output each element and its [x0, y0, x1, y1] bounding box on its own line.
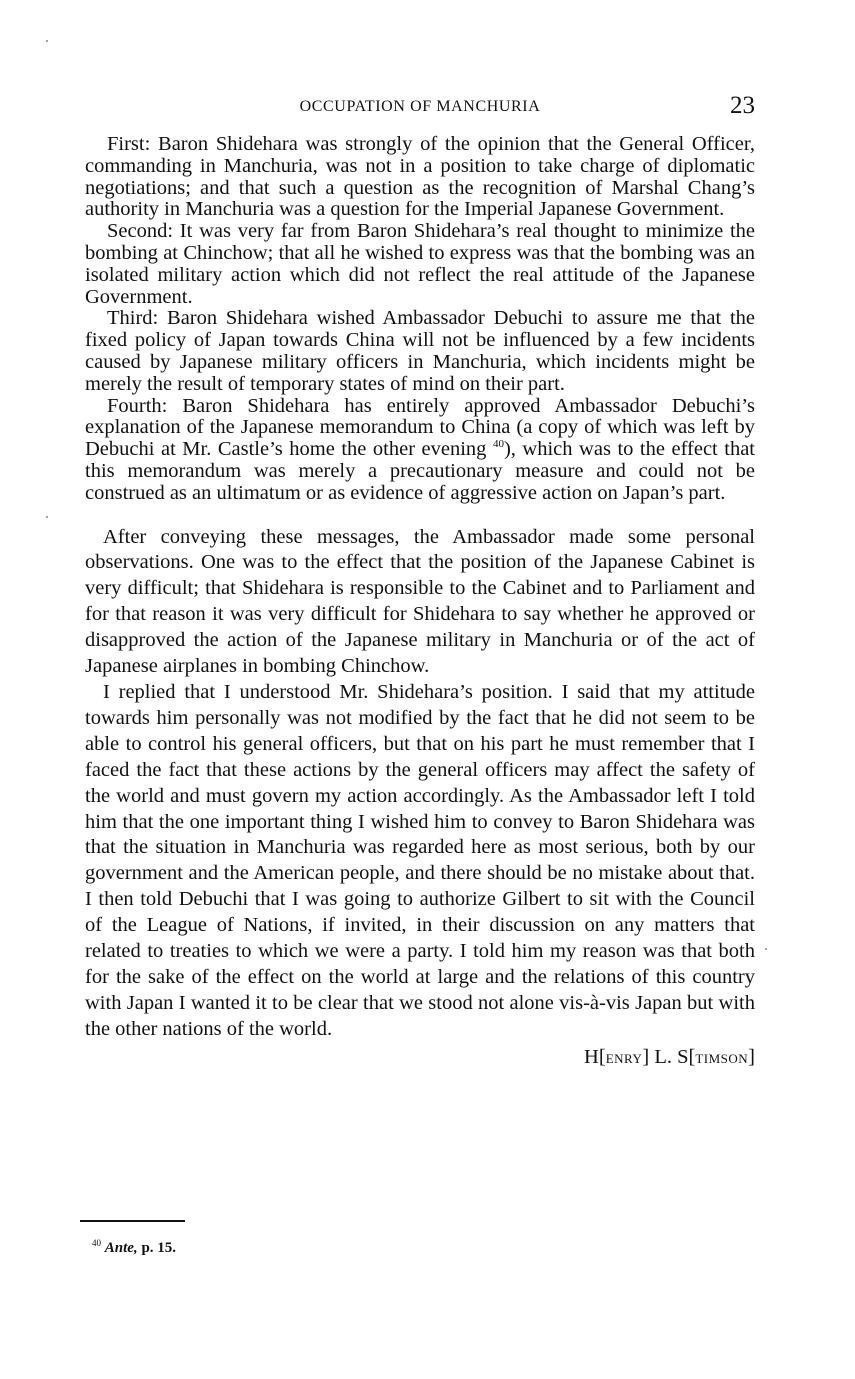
signature-first-name: ENRY [605, 1050, 643, 1066]
point-label: First: [107, 133, 151, 155]
point-first [85, 134, 755, 221]
scan-speck [46, 516, 48, 518]
signature: H[ENRY] L. S[TIMSON] [584, 1045, 755, 1068]
running-head-title: OCCUPATION OF MANCHURIA [299, 98, 541, 115]
paragraph-ambassador-observations: After conveying these messages, the Ambassador made some personal observations. One was to the effect that the position of the Japanese Cabinet is very difficult; that Shidehara is responsible to the Cabinet and to Parliament and for that reason it was very difficult for Shidehara to say whether he approved or disapproved the action of the Japanese military in Manchuria or of the act of Japanese airplanes in bombing Chinchow. [85, 525, 755, 678]
point-fourth [85, 396, 755, 505]
point-label: Second: [107, 220, 174, 243]
footnote-number: 40 [92, 1238, 101, 1248]
running-head [85, 92, 755, 124]
scan-speck [765, 948, 767, 950]
point-second [85, 221, 755, 308]
point-label: Fourth: [107, 394, 168, 417]
point-third [85, 308, 755, 395]
page-number: 23 [730, 92, 755, 119]
paragraph-reply: I replied that I understood Mr. Shidehara’s position. I said that my attitude towards him personally was not modified by the fact that he did not seem to be able to control his general officers, but that on his part he must remember that I faced the fact that these actions by the general officers may affect the safety of the world and must govern my action accordingly. As the Ambassador left I told him that the one important thing I wished him to convey to Baron Shidehara was that the situation in Manchuria was regarded here as most serious, both by our government and the American people, and there should be no mistake about that. I then told Debuchi that I was going to authorize Gilbert to sit with the Council of the League of Nations, if invited, in their discussion on any matters that related to treaties to which we were a party. I told him my reason was that both for the sake of the effect on the world at large and the relations of this country with Japan I wanted it to be clear that we stood not alone vis-à-vis Japan but with the other nations of the world. [85, 680, 755, 1040]
point-text: Baron Shidehara has entirely approved Ambassador Debuchi’s explanation of the Japanese memorandum to China (a copy of which was left by Debuchi at Mr. Castle’s home the other evening [85, 394, 755, 461]
point-text: Baron Shidehara wished Ambassador Debuchi to assure me that the fixed policy of Japan towards China will not be influenced by a few incidents caused by Japanese military officers in Manchuria, which incidents might be merely the result of temporary states of mind on their part. [85, 307, 755, 395]
footnote-ref-page: p. 15. [141, 1240, 177, 1256]
footnote-reference: 40 [492, 438, 504, 451]
document-page [85, 92, 755, 1072]
footnote [92, 1238, 176, 1257]
footnote-ref-italic: Ante, [104, 1240, 138, 1256]
body-text [85, 525, 755, 1043]
point-text: Baron Shidehara was strongly of the opinion that the General Officer, commanding in Manchuria, was not in a position to take charge of diplomatic negotiations; and that such a question as the recognition of Marshal Chang’s authority in Manchuria was a question for the Imperial Japanese Government. [85, 133, 755, 221]
point-text-continued: ), which was to the effect that this memorandum was merely a precautionary measure and could not be construed as an ultimatum or as evidence of aggressive action on Japan’s part. [85, 438, 755, 504]
point-text: It was very far from Baron Shidehara’s real thought to minimize the bombing at Chinchow; that all he wished to express was that the bombing was an isolated military action which did not reflect the real attitude of the Japanese Government. [85, 220, 755, 308]
signature-last-name: TIMSON [695, 1050, 749, 1066]
quoted-message-block [85, 134, 755, 505]
scan-speck [46, 40, 48, 42]
footnote-divider [80, 1220, 185, 1222]
point-label: Third: [107, 307, 159, 330]
